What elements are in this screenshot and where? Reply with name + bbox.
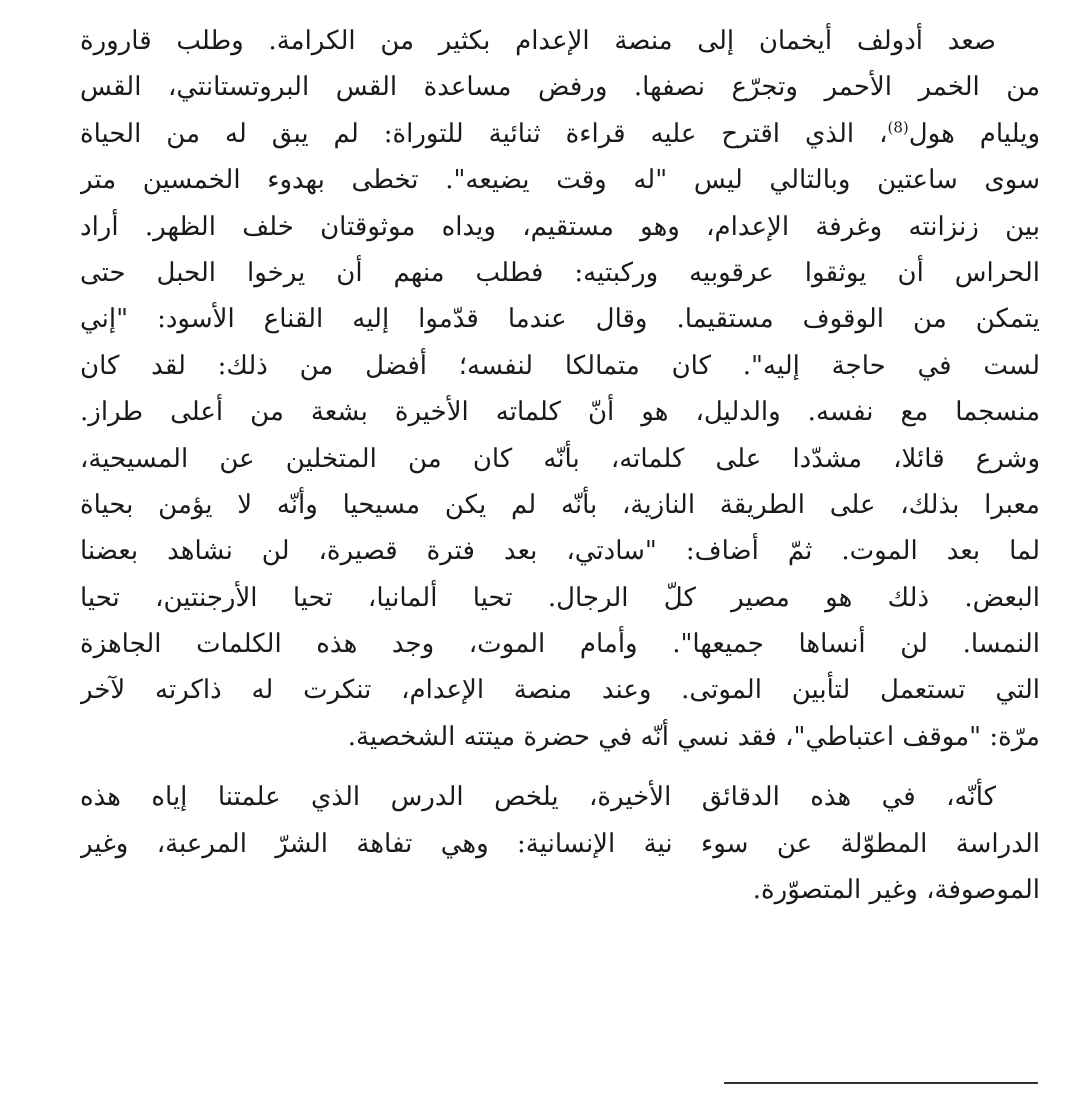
text-line: منسجما مع نفسه. والدليل، هو أنّ كلماته الأخيرة بشعة من أعلى طراز. (80, 397, 1040, 428)
text-line: التي تستعمل لتأبين الموتى. وعند منصة الإعدام، تنكرت له ذاكرته لآخر (80, 675, 1040, 706)
text-line: يتمكن من الوقوف مستقيما. وقال عندما قدّموا إليه القناع الأسود: "إني (80, 304, 1040, 335)
text-line: سوى ساعتين وبالتالي ليس "له وقت يضيعه". تخطى بهدوء الخمسين متر (80, 165, 1040, 196)
paragraph-gap (80, 760, 1040, 774)
text-line: من الخمر الأحمر وتجرّع نصفها. ورفض مساعدة القس البروتستانتي، القس (80, 72, 1040, 103)
text-line: كأنّه، في هذه الدقائق الأخيرة، يلخص الدرس الذي علمتنا إياه هذه (80, 782, 996, 813)
document-page (80, 18, 1040, 913)
footnote-divider (724, 1082, 1038, 1084)
text-line: معبرا بذلك، على الطريقة النازية، بأنّه لم يكن مسيحيا وأنّه لا يؤمن بحياة (80, 489, 1040, 520)
paragraph-1 (80, 18, 1040, 760)
text-line: بين زنزانته وغرفة الإعدام، وهو مستقيم، ويداه موثوقتان خلف الظهر. أراد (80, 211, 1040, 242)
text-line-with-footnote (80, 111, 1040, 157)
text-line: الحراس أن يوثقوا عرقوبيه وركبتيه: فطلب منهم أن يرخوا الحبل حتى (80, 257, 1040, 288)
line-rest: الذي اقترح عليه قراءة ثنائية للتوراة: لم يبق له من الحياة (80, 118, 855, 149)
text-line: الموصوفة، وغير المتصوّرة. (752, 875, 1040, 906)
text-line: لست في حاجة إليه". كان متمالكا لنفسه؛ أفضل من ذلك: لقد كان (80, 350, 1040, 381)
text-line: صعد أدولف أيخمان إلى منصة الإعدام بكثير من الكرامة. وطلب قارورة (80, 26, 996, 56)
text-line: النمسا. لن أنساها جميعها". وأمام الموت، وجد هذه الكلمات الجاهزة (80, 629, 1040, 660)
line-separator: ، (854, 118, 888, 149)
paragraph-2 (80, 774, 1040, 913)
text-line: البعض. ذلك هو مصير كلّ الرجال. تحيا ألمانيا، تحيا الأرجنتين، تحيا (80, 582, 1040, 613)
text-line: مرّة: "موقف اعتباطي"، فقد نسي أنّه في حضرة ميتته الشخصية. (347, 721, 1040, 752)
footnote-reference[interactable]: (8) (887, 118, 909, 137)
line-prefix: ويليام هول (908, 118, 1040, 149)
text-line: لما بعد الموت. ثمّ أضاف: "سادتي، بعد فترة قصيرة، لن نشاهد بعضنا (80, 536, 1040, 567)
text-line: وشرع قائلا، مشدّدا على كلماته، بأنّه كان من المتخلين عن المسيحية، (80, 443, 1040, 474)
text-line: الدراسة المطوّلة عن سوء نية الإنسانية: وهي تفاهة الشرّ المرعبة، وغير (80, 828, 1040, 859)
